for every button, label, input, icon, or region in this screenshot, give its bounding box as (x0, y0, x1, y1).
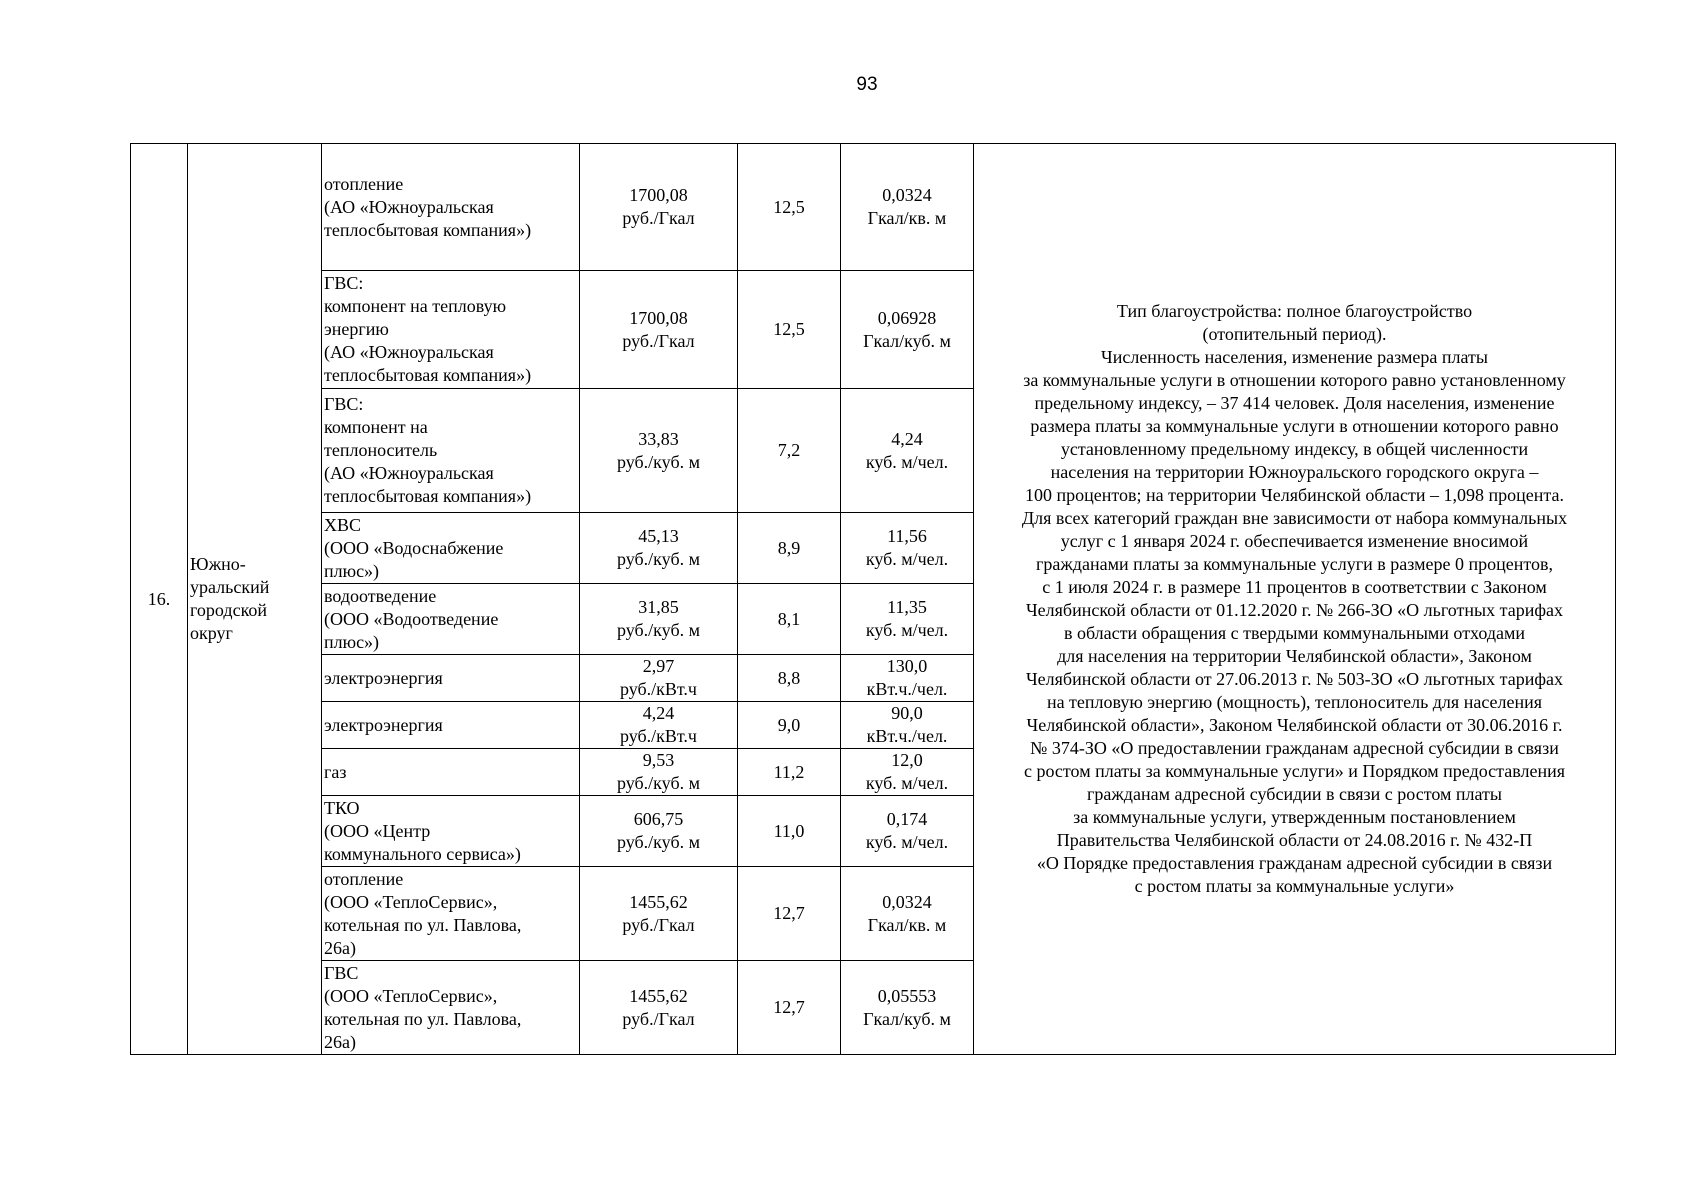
norm-value: 0,05553 (877, 985, 937, 1006)
service-name-line: отопление (324, 868, 404, 889)
district-name-line: городской (190, 600, 268, 620)
row-number-cell (131, 144, 188, 1055)
note-line: в области обращения с твердыми коммунальными отходами (1063, 623, 1526, 643)
index-value: 12,5 (773, 196, 805, 217)
row-number: 16. (147, 588, 171, 609)
tariff-unit: руб./Гкал (622, 1008, 695, 1029)
district-name-line: округ (190, 623, 233, 643)
tariff-cell (580, 271, 738, 389)
index-cell (738, 655, 841, 702)
district-name-line: уральский (190, 577, 270, 597)
tariff-table (130, 143, 1616, 1055)
tariff-cell (580, 144, 738, 271)
tariff-cell (580, 389, 738, 513)
service-name-line: (ООО «Водоотведение (324, 608, 499, 629)
norm-cell (841, 513, 974, 584)
service-name-line: компонент на тепловую (324, 296, 507, 316)
norm-value: 4,24 (891, 428, 923, 449)
norm-value: 0,0324 (882, 891, 932, 912)
service-cell (322, 271, 580, 389)
district-name-line: Южно- (190, 554, 246, 574)
service-name-line: теплоноситель (324, 440, 438, 460)
service-name-line: плюс») (324, 631, 380, 652)
norm-value: 11,56 (887, 526, 927, 546)
tariff-value: 4,24 (642, 703, 675, 723)
tariff-cell (580, 702, 738, 749)
index-value: 11,0 (773, 820, 805, 841)
service-cell (322, 389, 580, 513)
note-line: Численность населения, изменение размера платы (1101, 347, 1488, 367)
service-name-line: (ООО «ТеплоСервис», (324, 985, 498, 1006)
tariff-unit: руб./Гкал (622, 208, 695, 228)
note-line: 100 процентов; на территории Челябинской области – 1,098 процента. (1025, 485, 1564, 505)
service-cell (322, 513, 580, 584)
index-cell (738, 513, 841, 584)
index-cell (738, 961, 841, 1055)
service-cell (322, 961, 580, 1055)
note-line: с ростом платы за коммунальные услуги» и Порядком предоставления (1023, 761, 1566, 781)
note-line: с ростом платы за коммунальные услуги» (1134, 876, 1455, 896)
service-name-line: ХВС (324, 514, 362, 535)
norm-unit: куб. м/чел. (865, 549, 949, 569)
service-name-line: ГВС: (324, 394, 364, 414)
note-line: гражданам адресной субсидии в связи с ростом платы (1086, 784, 1502, 804)
service-name-line: плюс») (324, 560, 380, 581)
index-value: 9,0 (777, 714, 801, 735)
tariff-cell (580, 749, 738, 796)
norm-value: 0,174 (886, 809, 928, 829)
note-cell (974, 144, 1616, 1055)
norm-cell (841, 584, 974, 655)
service-name-line: (ООО «Центр (324, 820, 431, 841)
service-name-line: (ООО «ТеплоСервис», (324, 891, 498, 912)
norm-unit: Гкал/куб. м (863, 330, 951, 351)
index-value: 7,2 (777, 440, 801, 460)
tariff-unit: руб./кВт.ч (619, 679, 697, 699)
service-name-line: электроэнергия (324, 714, 443, 735)
norm-cell (841, 867, 974, 961)
norm-unit: куб. м/чел. (865, 773, 949, 793)
tariff-value: 31,85 (638, 597, 679, 617)
tariff-cell (580, 796, 738, 867)
service-name-line: (АО «Южноуральская (324, 463, 494, 483)
note-line: (отопительный период). (1202, 324, 1387, 344)
norm-value: 0,0324 (882, 185, 932, 205)
note-line: предельному индексу, – 37 414 человек. Доля населения, изменение (1034, 393, 1555, 413)
index-cell (738, 702, 841, 749)
service-name-line: 26а) (324, 1031, 356, 1052)
norm-unit: кВт.ч./чел. (866, 679, 948, 699)
tariff-unit: руб./куб. м (617, 773, 700, 793)
note-line: Правительства Челябинской области от 24.08.2016 г. № 432-П (1056, 830, 1533, 850)
note-line: Челябинской области», Законом Челябинской области от 30.06.2016 г. (1026, 715, 1563, 735)
page-number: 93 (856, 74, 878, 95)
service-name-line: теплосбытовая компания») (324, 486, 532, 506)
service-name-line: водоотведение (324, 585, 437, 606)
service-name-line: котельная по ул. Павлова, (324, 914, 522, 935)
tariff-unit: руб./куб. м (617, 451, 700, 472)
tariff-unit: руб./Гкал (622, 914, 695, 935)
table-body (131, 144, 1616, 1055)
index-cell (738, 144, 841, 271)
tariff-value: 45,13 (638, 526, 679, 546)
norm-value: 0,06928 (877, 307, 937, 328)
note-line: населения на территории Южноуральского городского округа – (1050, 462, 1539, 482)
norm-cell (841, 144, 974, 271)
service-name-line: энергию (324, 319, 389, 339)
service-name-line: ТКО (324, 797, 360, 818)
index-value: 11,2 (773, 761, 805, 782)
norm-value: 130,0 (886, 656, 928, 676)
norm-unit: Гкал/куб. м (863, 1008, 951, 1029)
table-row (131, 144, 1616, 271)
tariff-cell (580, 584, 738, 655)
service-name-line: ГВС (324, 962, 359, 983)
tariff-unit: руб./Гкал (622, 330, 695, 351)
service-name-line: (ООО «Водоснабжение (324, 537, 504, 558)
tariff-value: 606,75 (633, 809, 684, 829)
service-cell (322, 584, 580, 655)
note-line: Для всех категорий граждан вне зависимости от набора коммунальных (1021, 508, 1568, 528)
tariff-value: 1455,62 (629, 985, 688, 1006)
note-line: с 1 июля 2024 г. в размере 11 процентов в соответствии с Законом (1042, 577, 1547, 597)
norm-unit: Гкал/кв. м (867, 914, 947, 935)
index-cell (738, 271, 841, 389)
tariff-cell (580, 513, 738, 584)
index-value: 12,7 (773, 903, 805, 923)
index-value: 8,9 (777, 537, 801, 558)
norm-unit: куб. м/чел. (865, 620, 949, 640)
service-cell (322, 702, 580, 749)
norm-unit: кВт.ч./чел. (866, 726, 948, 746)
norm-cell (841, 702, 974, 749)
note-line: за коммунальные услуги, утвержденным постановлением (1073, 807, 1516, 827)
norm-unit: Гкал/кв. м (867, 208, 947, 228)
note-line: Челябинской области от 01.12.2020 г. № 266-ЗО «О льготных тарифах (1025, 600, 1563, 620)
service-name-line: (АО «Южноуральская (324, 342, 494, 362)
note-line: № 374-ЗО «О предоставлении гражданам адресной субсидии в связи (1030, 738, 1559, 758)
note-line: «О Порядке предоставления гражданам адресной субсидии в связи (1036, 853, 1553, 873)
tariff-value: 1700,08 (629, 185, 688, 205)
service-cell (322, 796, 580, 867)
norm-cell (841, 961, 974, 1055)
service-name-line: теплосбытовая компания») (324, 219, 532, 240)
note-line: размера платы за коммунальные услуги в отношении которого равно (1030, 416, 1559, 436)
norm-value: 90,0 (891, 703, 923, 723)
tariff-unit: руб./куб. м (617, 549, 700, 569)
service-cell (322, 749, 580, 796)
district-cell (188, 144, 322, 1055)
note-line: на тепловую энергию (мощность), теплоноситель для населения (1046, 692, 1543, 712)
norm-value: 12,0 (891, 750, 923, 770)
norm-cell (841, 389, 974, 513)
service-name-line: котельная по ул. Павлова, (324, 1008, 522, 1029)
note-line: установленному предельному индексу, в общей численности (1060, 439, 1529, 459)
index-value: 12,7 (773, 997, 805, 1017)
note-line: Челябинской области от 27.06.2013 г. № 503-ЗО «О льготных тарифах (1025, 669, 1563, 689)
note-line: услуг с 1 января 2024 г. обеспечивается изменение вносимой (1060, 531, 1529, 551)
index-cell (738, 749, 841, 796)
service-name-line: отопление (324, 173, 404, 194)
norm-cell (841, 271, 974, 389)
norm-cell (841, 749, 974, 796)
service-cell (322, 144, 580, 271)
tariff-value: 2,97 (642, 656, 675, 676)
service-cell (322, 655, 580, 702)
service-name-line: ГВС: (324, 273, 364, 293)
tariff-cell (580, 961, 738, 1055)
service-name-line: электроэнергия (324, 667, 443, 688)
norm-unit: куб. м/чел. (865, 832, 949, 852)
service-name-line: компонент на (324, 417, 428, 437)
index-value: 8,8 (777, 667, 801, 688)
index-cell (738, 867, 841, 961)
norm-cell (841, 796, 974, 867)
tariff-cell (580, 655, 738, 702)
tariff-unit: руб./куб. м (617, 620, 700, 640)
service-name-line: (АО «Южноуральская (324, 196, 494, 217)
note-line: гражданами платы за коммунальные услуги в размере 0 процентов, (1036, 554, 1553, 574)
service-cell (322, 867, 580, 961)
tariff-value: 1700,08 (629, 307, 688, 328)
service-name-line: газ (324, 761, 347, 782)
index-cell (738, 584, 841, 655)
norm-unit: куб. м/чел. (865, 451, 949, 472)
tariff-value: 9,53 (642, 750, 675, 770)
index-cell (738, 389, 841, 513)
tariff-value: 33,83 (638, 428, 679, 449)
norm-value: 11,35 (887, 597, 927, 617)
service-name-line: теплосбытовая компания») (324, 365, 532, 385)
tariff-value: 1455,62 (629, 891, 688, 912)
index-cell (738, 796, 841, 867)
norm-cell (841, 655, 974, 702)
note-line: для населения на территории Челябинской области», Законом (1057, 646, 1532, 666)
index-value: 12,5 (773, 319, 805, 339)
tariff-unit: руб./кВт.ч (619, 726, 697, 746)
tariff-unit: руб./куб. м (617, 832, 700, 852)
note-line: Тип благоустройства: полное благоустройство (1116, 301, 1473, 321)
tariff-cell (580, 867, 738, 961)
service-name-line: 26а) (324, 937, 356, 958)
note-line: за коммунальные услуги в отношении которого равно установленному (1023, 370, 1566, 390)
service-name-line: коммунального сервиса») (324, 843, 521, 864)
index-value: 8,1 (777, 608, 801, 629)
